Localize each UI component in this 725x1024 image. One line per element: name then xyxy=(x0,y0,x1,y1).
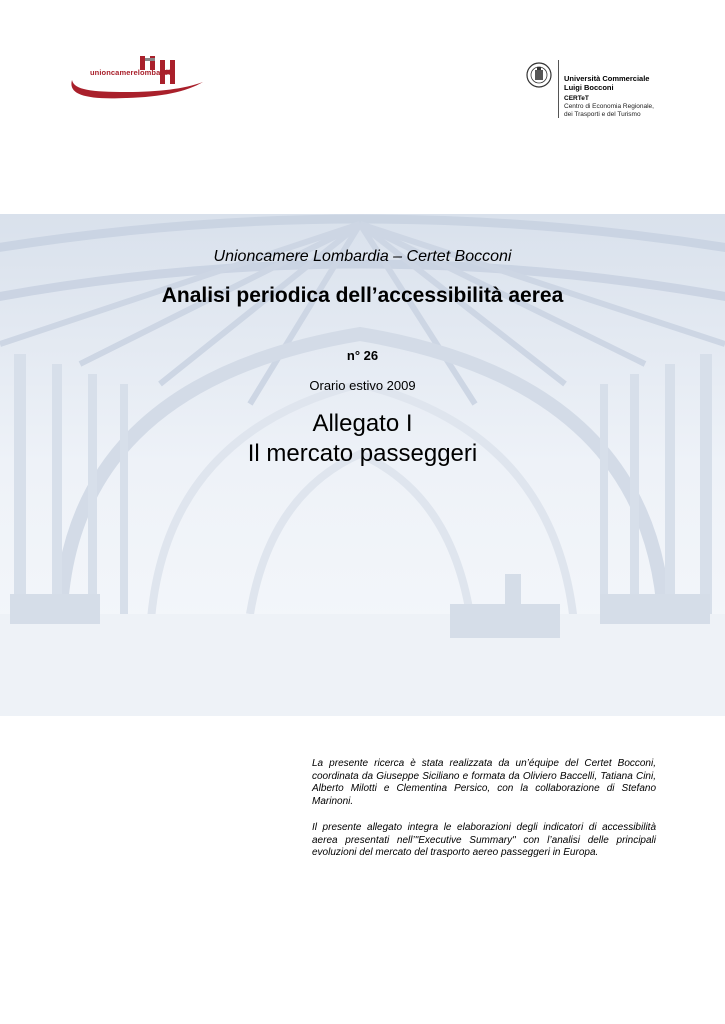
issue-number: n° 26 xyxy=(346,348,379,363)
unioncamere-wordmark: unioncamerelombardia xyxy=(90,68,175,77)
scope-paragraph: Il presente allegato integra le elaborazioni degli indicatori di accessibilità aerea presentati nell’"Executive Summary" con l’analisi delle principali evoluzioni del mercato del trasporto aereo passeggeri in Europa. xyxy=(312,822,656,858)
report-title: Analisi periodica dell’accessibilità aerea xyxy=(161,284,564,307)
credits-paragraph: La presente ricerca è stata realizzata da un’équipe del Certet Bocconi, coordinata da Giuseppe Siciliano e formata da Oliviero Baccelli, Tatiana Cini, Alberto Milotti e Clementina Persico, con la collaborazione di Stefano Marinoni. xyxy=(312,758,656,807)
unioncamere-swoosh-icon xyxy=(66,56,206,106)
season-label: Orario estivo 2009 xyxy=(309,378,416,393)
bocconi-logo xyxy=(526,60,666,122)
report-subtitle: Unioncamere Lombardia – Certet Bocconi xyxy=(213,248,512,265)
logo-divider xyxy=(558,60,559,118)
university-name: Università Commerciale Luigi Bocconi xyxy=(564,74,650,92)
bocconi-seal-icon xyxy=(526,61,552,89)
unioncamere-logo xyxy=(66,56,206,106)
annex-title: Il mercato passeggeri xyxy=(247,440,478,467)
annex-label: Allegato I xyxy=(312,410,413,437)
certet-name: CERTeT Centro di Economia Regionale, dei Trasporti e del Turismo xyxy=(564,95,654,118)
